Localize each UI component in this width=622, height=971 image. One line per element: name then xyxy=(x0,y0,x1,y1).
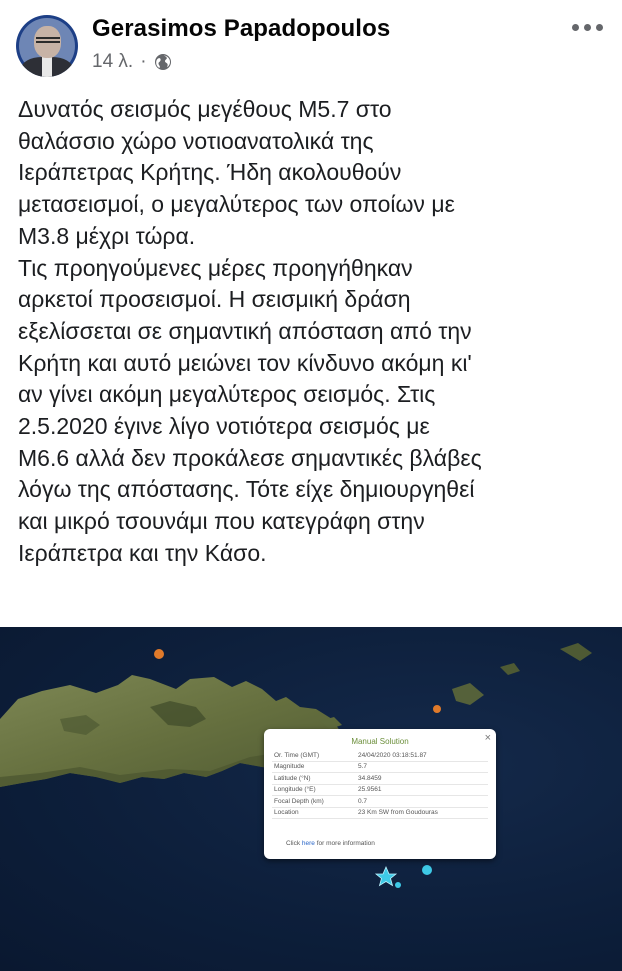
post-text-line: μετασεισμοί, ο μεγαλύτερος των οποίων με xyxy=(18,191,455,218)
post-text-line: 2.5.2020 έγινε λίγο νοτιότερα σεισμός με xyxy=(18,413,430,440)
island xyxy=(500,663,520,675)
earthquake-marker xyxy=(422,865,432,875)
popup-row xyxy=(272,762,488,774)
popup-value: 5.7 xyxy=(358,763,368,771)
island xyxy=(452,683,484,705)
post-text-line: Μ6.6 αλλά δεν προκάλεσε σημαντικές βλάβες xyxy=(18,444,482,471)
popup-label: Location xyxy=(274,809,299,817)
post-text-line: Τις προηγούμενες μέρες προηγήθηκαν xyxy=(18,254,413,281)
popup-label: Latitude (°N) xyxy=(274,774,311,782)
avatar-shirt xyxy=(42,57,52,77)
earthquake-marker xyxy=(395,882,401,888)
popup-value: 24/04/2020 03:18:51.87 xyxy=(358,751,427,759)
author-name[interactable]: Gerasimos Papadopoulos xyxy=(92,15,391,42)
popup-label: Longitude (°E) xyxy=(274,786,316,794)
post-text-line: λόγω της απόστασης. Τότε είχε δημιουργηθεί xyxy=(18,476,475,503)
post-text-line: Ιεράπετρας Κρήτης. Ήδη ακολουθούν xyxy=(18,159,402,186)
earthquake-marker xyxy=(154,649,164,659)
post-text-line: αν γίνει ακόμη μεγαλύτερος σεισμός. Στις xyxy=(18,381,436,408)
popup-label: Focal Depth (km) xyxy=(274,797,324,805)
popup-value: 34.8459 xyxy=(358,774,382,782)
popup-table xyxy=(272,750,488,819)
more-info-link[interactable]: here xyxy=(301,840,315,847)
post-text-line: εξελίσσεται σε σημαντική απόσταση από την xyxy=(18,317,472,344)
post-text-line: Δυνατός σεισμός μεγέθους Μ5.7 στο xyxy=(18,96,392,122)
post-text-line: Κρήτη και αυτό μειώνει τον κίνδυνο ακόμη κι' xyxy=(18,349,472,376)
island xyxy=(560,643,592,661)
more-dot xyxy=(572,24,579,31)
more-options-icon[interactable] xyxy=(572,24,603,31)
popup-footer xyxy=(286,840,375,847)
post-header xyxy=(0,0,622,88)
post-text-line: και μικρό τσουνάμι που κατεγράφη στην xyxy=(18,508,425,535)
more-dot xyxy=(584,24,591,31)
post-text-line: Μ3.8 μέχρι τώρα. xyxy=(18,222,196,249)
popup-row xyxy=(272,785,488,797)
popup-row xyxy=(272,773,488,785)
epicenter-star-icon xyxy=(376,867,396,886)
popup-footer-text: Click xyxy=(286,840,301,847)
post-timestamp[interactable]: 14 λ. xyxy=(92,51,134,72)
popup-row xyxy=(272,796,488,808)
post-text-line: Ιεράπετρα και την Κάσο. xyxy=(18,539,267,566)
avatar-glasses xyxy=(36,37,60,43)
more-dot xyxy=(596,24,603,31)
earthquake-info-popup xyxy=(264,729,496,859)
post-text-line: αρκετοί προσεισμοί. Η σεισμική δράση xyxy=(18,286,411,313)
meta-separator: · xyxy=(140,51,147,72)
post-text-line: θαλάσσιο χώρο νοτιοανατολικά της xyxy=(18,127,374,154)
popup-value: 23 Km SW from Goudouras xyxy=(358,809,438,817)
post-meta xyxy=(92,51,172,73)
popup-row xyxy=(272,808,488,820)
avatar[interactable] xyxy=(16,15,78,77)
close-icon[interactable]: × xyxy=(484,732,491,744)
popup-footer-text: for more information xyxy=(316,840,375,847)
post-text xyxy=(18,94,613,570)
globe-icon[interactable] xyxy=(154,53,172,71)
popup-label: Magnitude xyxy=(274,763,305,771)
popup-value: 25.9561 xyxy=(358,786,382,794)
earthquake-marker xyxy=(433,705,441,713)
popup-title: Manual Solution xyxy=(351,737,409,746)
popup-label: Or. Time (GMT) xyxy=(274,751,320,759)
popup-value: 0.7 xyxy=(358,797,368,805)
popup-row xyxy=(272,750,488,762)
